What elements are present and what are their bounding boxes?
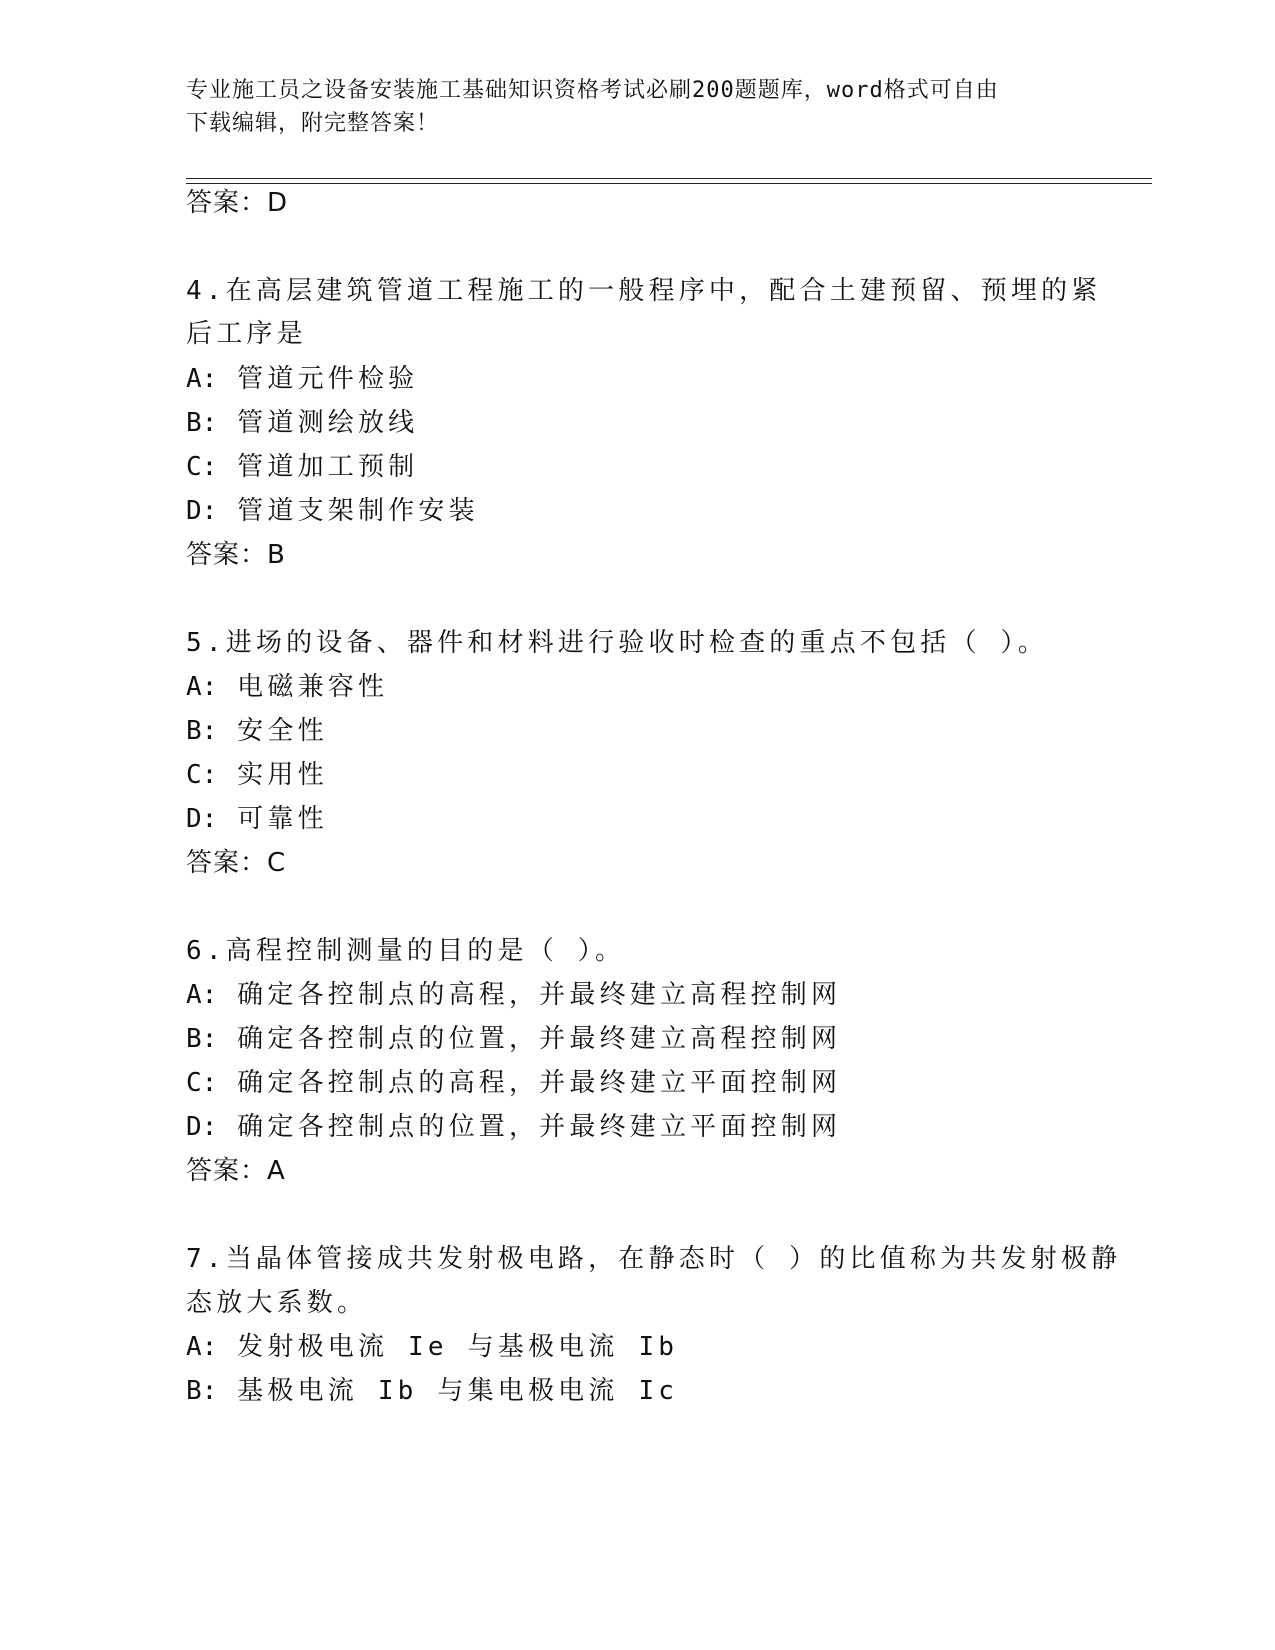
- header-line-1: 专业施工员之设备安装施工基础知识资格考试必刷200题题库，word格式可自由: [186, 78, 999, 103]
- question-5-option-c: C: 实用性: [186, 760, 328, 790]
- answer-previous: 答案：D: [186, 188, 289, 218]
- question-6-option-d: D: 确定各控制点的位置，并最终建立平面控制网: [186, 1112, 842, 1142]
- question-6-option-a: A: 确定各控制点的高程，并最终建立高程控制网: [186, 980, 842, 1010]
- question-6-text: 6.高程控制测量的目的是（ ）。: [186, 936, 626, 966]
- question-7-text-line-1: 7.当晶体管接成共发射极电路，在静态时（ ）的比值称为共发射极静: [186, 1244, 1122, 1274]
- question-4-option-b: B: 管道测绘放线: [186, 408, 419, 438]
- document-header: [186, 74, 1086, 140]
- question-5-option-b: B: 安全性: [186, 716, 328, 746]
- question-4-text-line-2: 后工序是: [186, 319, 307, 349]
- question-4-answer: 答案：B: [186, 540, 286, 570]
- question-6-option-b: B: 确定各控制点的位置，并最终建立高程控制网: [186, 1024, 842, 1054]
- question-5-option-a: A: 电磁兼容性: [186, 672, 389, 702]
- question-7-text-line-2: 态放大系数。: [186, 1288, 368, 1318]
- question-4-text-line-1: 4.在高层建筑管道工程施工的一般程序中，配合土建预留、预埋的紧: [186, 276, 1102, 306]
- question-6-option-c: C: 确定各控制点的高程，并最终建立平面控制网: [186, 1068, 842, 1098]
- question-7-option-a: A: 发射极电流 Ie 与基极电流 Ib: [186, 1332, 679, 1362]
- question-7-option-b: B: 基极电流 Ib 与集电极电流 Ic: [186, 1376, 679, 1406]
- header-divider-bottom: [186, 183, 1152, 184]
- question-4-option-d: D: 管道支架制作安装: [186, 496, 479, 526]
- question-6-answer: 答案：A: [186, 1156, 286, 1186]
- question-4-option-a: A: 管道元件检验: [186, 364, 419, 394]
- question-5-answer: 答案：C: [186, 848, 287, 878]
- question-5-text: 5.进场的设备、器件和材料进行验收时检查的重点不包括（ ）。: [186, 628, 1048, 658]
- header-line-2: 下载编辑，附完整答案！: [186, 111, 440, 136]
- question-4-option-c: C: 管道加工预制: [186, 452, 419, 482]
- header-divider-top: [186, 178, 1152, 179]
- question-5-option-d: D: 可靠性: [186, 804, 328, 834]
